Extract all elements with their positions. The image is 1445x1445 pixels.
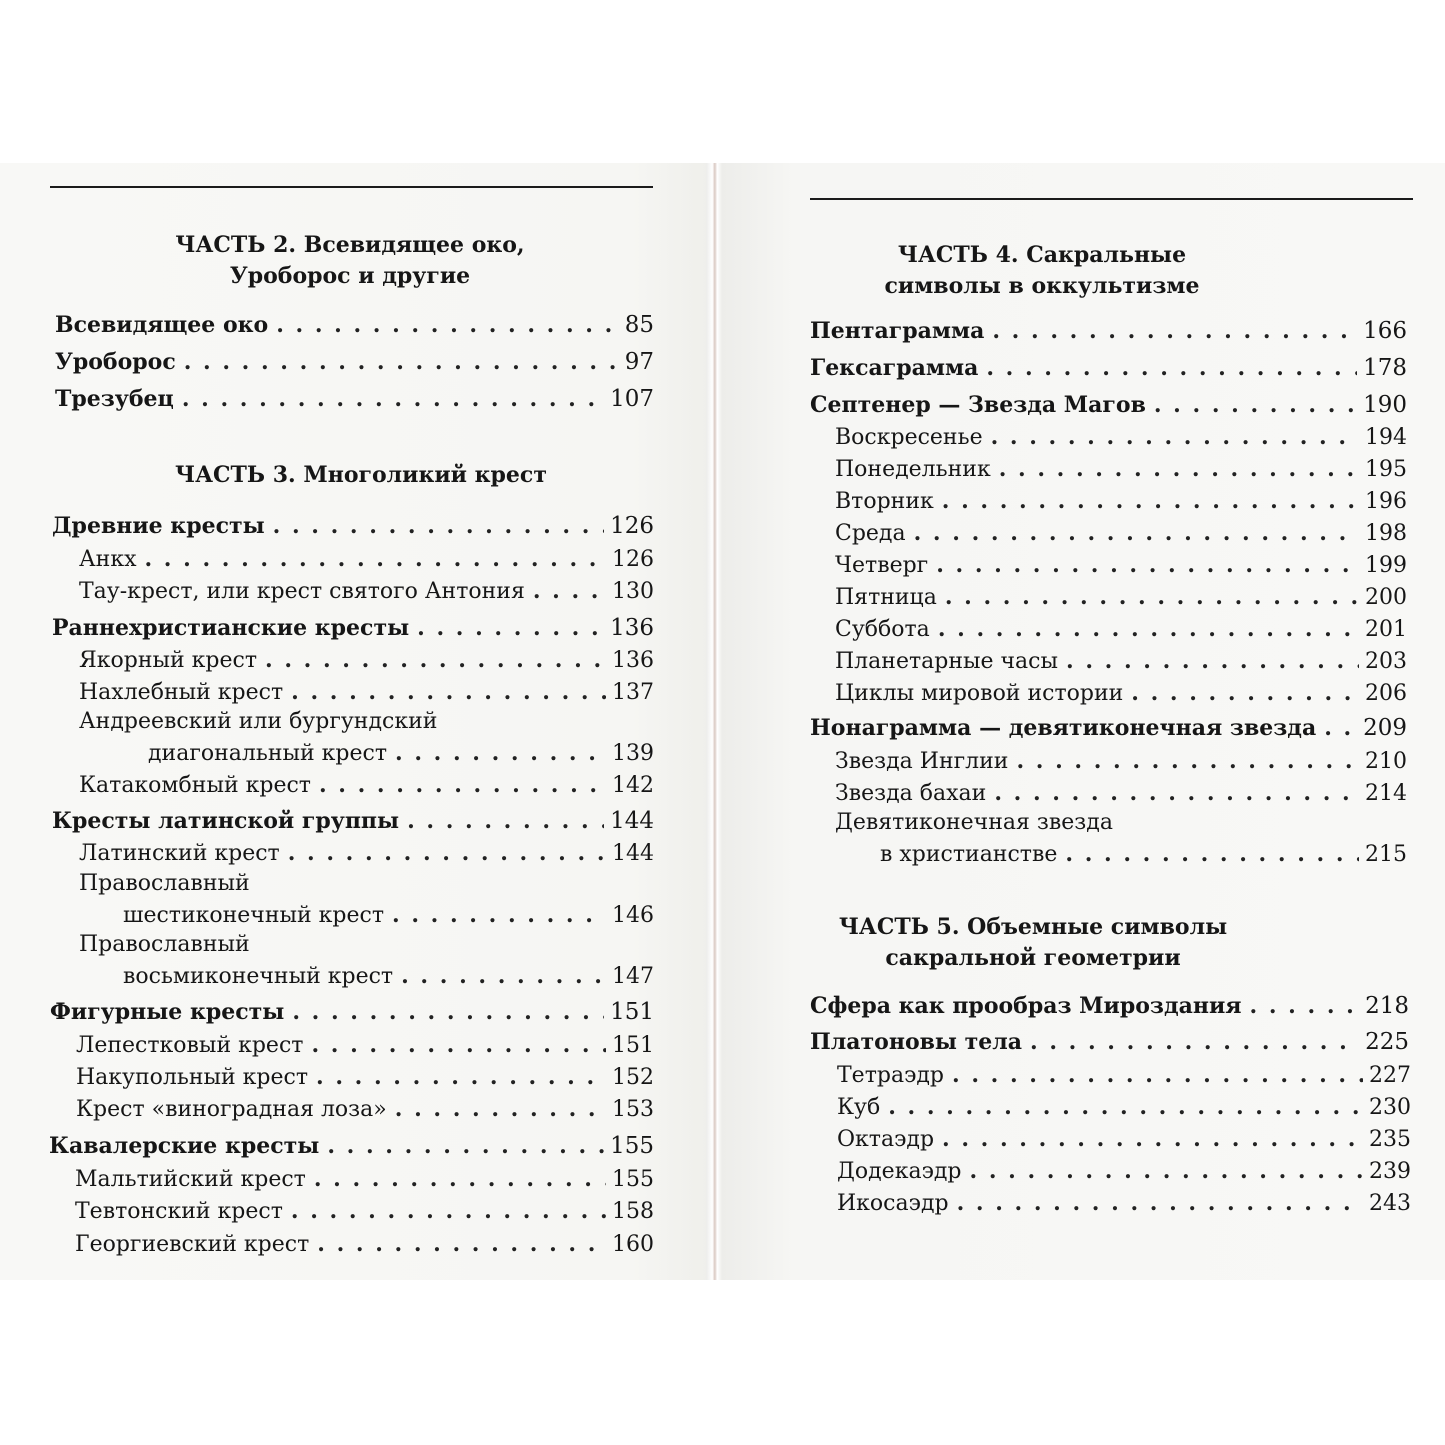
- leader-dots: [291, 1196, 606, 1226]
- leader-dots: [1154, 390, 1357, 420]
- toc-subentry: [75, 1229, 654, 1259]
- toc-entry-page: 227: [1369, 1063, 1411, 1088]
- toc-entry-label: Нонаграмма — девятиконечная звезда: [810, 715, 1317, 741]
- toc-entry-label: Анкх: [79, 547, 137, 572]
- leader-dots: [317, 1229, 606, 1259]
- toc-entry-page: 199: [1365, 553, 1407, 578]
- toc-entry-label: Трезубец: [55, 386, 174, 412]
- toc-entry-page: 210: [1365, 749, 1407, 774]
- toc-subentry: [837, 1188, 1411, 1218]
- toc-subentry: [837, 1156, 1411, 1186]
- toc-entry-label-line-1: Православный: [79, 871, 250, 896]
- toc-entry-label: Всевидящее око: [55, 312, 269, 338]
- leader-dots: [184, 347, 619, 377]
- toc-entry-label: Четверг: [835, 553, 929, 578]
- toc-entry-label: в христианстве: [880, 842, 1058, 867]
- part-2-title-line-1: ЧАСТЬ 2. Всевидящее око,: [175, 232, 525, 258]
- top-rule: [50, 186, 653, 188]
- toc-subentry: [835, 518, 1407, 548]
- toc-entry-label: Латинский крест: [79, 841, 280, 866]
- leader-dots: [314, 1164, 606, 1194]
- leader-dots: [942, 1124, 1363, 1154]
- toc-entry-label: Уроборос: [55, 349, 176, 375]
- toc-entry: [49, 1131, 654, 1161]
- toc-entry-page: 144: [612, 841, 654, 866]
- toc-entry-page: 206: [1365, 681, 1407, 706]
- toc-entry-page: 144: [610, 808, 654, 834]
- toc-entry-label: Кавалерские кресты: [49, 1133, 320, 1159]
- leader-dots: [1065, 839, 1359, 869]
- toc-entry-label: Понедельник: [835, 457, 991, 482]
- leader-dots: [936, 550, 1359, 580]
- toc-entry: [810, 353, 1407, 383]
- toc-entry-page: 190: [1363, 392, 1407, 418]
- toc-subentry: [75, 1164, 654, 1194]
- toc-entry-page: 130: [612, 579, 654, 604]
- toc-entry: [52, 613, 654, 643]
- toc-entry-label: Пентаграмма: [810, 318, 985, 344]
- leader-dots: [392, 900, 606, 930]
- toc-entry-page: 243: [1369, 1191, 1411, 1216]
- toc-entry-page: 230: [1369, 1095, 1411, 1120]
- leader-dots: [945, 582, 1359, 612]
- toc-entry-page: 158: [612, 1199, 654, 1224]
- toc-subentry: [837, 1092, 1411, 1122]
- toc-entry-label: Лепестковый крест: [76, 1033, 304, 1058]
- toc-subentry: [76, 1030, 654, 1060]
- toc-entry-label: Звезда Инглии: [835, 749, 1009, 774]
- toc-subentry: [76, 1062, 654, 1092]
- toc-entry-page: 155: [610, 1133, 654, 1159]
- toc-entry-label: Тетраэдр: [837, 1063, 945, 1088]
- toc-subentry: [835, 486, 1407, 516]
- toc-entry-label: Звезда бахаи: [835, 781, 987, 806]
- leader-dots: [991, 422, 1359, 452]
- part-4-title: [722, 240, 1362, 302]
- toc-subentry: [79, 677, 654, 707]
- toc-entry-page: 201: [1365, 617, 1407, 642]
- right-page: [722, 163, 1445, 1280]
- toc-entry-page: 153: [612, 1097, 654, 1122]
- top-rule: [810, 198, 1413, 200]
- toc-entry-page: 200: [1365, 585, 1407, 610]
- toc-entry-page: 235: [1369, 1127, 1411, 1152]
- toc-entry-label: Крест «виноградная лоза»: [76, 1097, 387, 1122]
- leader-dots: [316, 1062, 606, 1092]
- leader-dots: [1250, 991, 1360, 1021]
- leader-dots: [292, 997, 604, 1027]
- toc-entry-label: Тау-крест, или крест святого Антония: [79, 579, 525, 604]
- toc-entry-label: Раннехристианские кресты: [52, 615, 410, 641]
- toc-entry-label: диагональный крест: [148, 741, 388, 766]
- toc-entry-label: Мальтийский крест: [75, 1167, 306, 1192]
- part-3-title-line-1: ЧАСТЬ 3. Многоликий крест: [175, 462, 547, 488]
- toc-entry-page: 151: [610, 999, 654, 1025]
- toc-subentry: [79, 770, 654, 800]
- toc-entry: [810, 390, 1407, 420]
- toc-entry-page: 137: [612, 680, 654, 705]
- toc-entry: [810, 713, 1407, 743]
- part-5-title-line-2: сакральной геометрии: [885, 945, 1181, 971]
- toc-entry-page: 196: [1365, 489, 1407, 514]
- toc-entry: [55, 347, 654, 377]
- toc-entry-page: 126: [610, 513, 654, 539]
- leader-dots: [407, 806, 604, 836]
- toc-entry-label-line-1: Андреевский или бургундский: [79, 709, 438, 734]
- toc-subentry: [835, 678, 1407, 708]
- toc-entry-label: Кресты латинской группы: [52, 808, 400, 834]
- leader-dots: [994, 778, 1359, 808]
- toc-entry-page: 142: [612, 773, 654, 798]
- leader-dots: [957, 1188, 1363, 1218]
- toc-entry-page: 209: [1363, 715, 1407, 741]
- leader-dots: [914, 518, 1359, 548]
- toc-subentry: [835, 646, 1407, 676]
- toc-entry-page: 136: [612, 648, 654, 673]
- toc-subentry: [835, 550, 1407, 580]
- toc-entry-label: Пятница: [835, 585, 937, 610]
- leader-dots: [986, 353, 1357, 383]
- toc-entry-page: 225: [1365, 1029, 1409, 1055]
- book-gutter: [706, 163, 722, 1280]
- toc-entry-label: Планетарные часы: [835, 649, 1059, 674]
- leader-dots: [401, 961, 606, 991]
- leader-dots: [417, 613, 604, 643]
- toc-subentry: [835, 746, 1407, 776]
- toc-subentry: [76, 1094, 654, 1124]
- toc-entry-page: 166: [1363, 318, 1407, 344]
- leader-dots: [319, 770, 606, 800]
- toc-entry-label: Воскресенье: [835, 425, 983, 450]
- toc-entry-page: 218: [1365, 993, 1409, 1019]
- toc-entry: [52, 806, 654, 836]
- toc-subentry: [835, 810, 1407, 869]
- leader-dots: [533, 576, 606, 606]
- toc-entry-label: Нахлебный крест: [79, 680, 284, 705]
- leader-dots: [888, 1092, 1363, 1122]
- leader-dots: [144, 544, 606, 574]
- toc-entry-page: 198: [1365, 521, 1407, 546]
- leader-dots: [938, 614, 1359, 644]
- toc-entry-label: Суббота: [835, 617, 930, 642]
- leader-dots: [311, 1030, 606, 1060]
- toc-entry-label: Накупольный крест: [76, 1065, 309, 1090]
- toc-entry-page: 97: [624, 349, 654, 375]
- leader-dots: [395, 738, 606, 768]
- leader-dots: [942, 486, 1359, 516]
- book-spread: [0, 163, 1445, 1280]
- toc-entry-label: восьмиконечный крест: [123, 964, 394, 989]
- part-3-title: [0, 460, 722, 491]
- toc-entry-page: 214: [1365, 781, 1407, 806]
- toc-entry-label: Якорный крест: [79, 648, 258, 673]
- toc-entry-label: Куб: [837, 1095, 881, 1120]
- toc-entry-page: 147: [612, 964, 654, 989]
- toc-entry-page: 139: [612, 741, 654, 766]
- toc-entry-page: 215: [1365, 842, 1407, 867]
- leader-dots: [265, 645, 606, 675]
- leader-dots: [970, 1156, 1363, 1186]
- toc-subentry: [79, 576, 654, 606]
- part-5-title: [722, 912, 1344, 974]
- toc-entry-page: 155: [612, 1167, 654, 1192]
- leader-dots: [1030, 1027, 1359, 1057]
- leader-dots: [1066, 646, 1359, 676]
- toc-entry-page: 136: [610, 615, 654, 641]
- leader-dots: [1131, 678, 1359, 708]
- toc-entry-label: Септенер — Звезда Магов: [810, 392, 1146, 418]
- toc-entry-label: Фигурные кресты: [50, 999, 285, 1025]
- toc-entry-label-line-1: Православный: [79, 932, 250, 957]
- toc-entry-page: 195: [1365, 457, 1407, 482]
- toc-entry-label: Гексаграмма: [810, 355, 979, 381]
- leader-dots: [999, 454, 1359, 484]
- toc-entry: [810, 991, 1409, 1021]
- toc-entry-page: 146: [612, 903, 654, 928]
- toc-subentry: [75, 1196, 654, 1226]
- leader-dots: [952, 1060, 1363, 1090]
- toc-entry: [55, 310, 654, 340]
- toc-subentry: [79, 709, 654, 768]
- part-4-title-line-1: ЧАСТЬ 4. Сакральные: [897, 242, 1187, 268]
- toc-entry-page: 151: [612, 1033, 654, 1058]
- toc-subentry: [835, 582, 1407, 612]
- toc-entry-label: Тевтонский крест: [75, 1199, 283, 1224]
- part-4-title-line-2: символы в оккультизме: [884, 273, 1200, 299]
- toc-subentry: [79, 838, 654, 868]
- leader-dots: [276, 310, 619, 340]
- toc-subentry: [79, 932, 654, 991]
- toc-entry-label: шестиконечный крест: [123, 903, 385, 928]
- toc-entry-label: Икосаэдр: [837, 1191, 949, 1216]
- toc-entry-label: Циклы мировой истории: [835, 681, 1124, 706]
- leader-dots: [395, 1094, 606, 1124]
- toc-entry: [52, 511, 654, 541]
- part-2-title-line-2: Уроборос и другие: [229, 263, 471, 289]
- toc-entry-page: 85: [624, 312, 654, 338]
- leader-dots: [273, 511, 604, 541]
- leader-dots: [1016, 746, 1359, 776]
- toc-entry-label: Додекаэдр: [837, 1159, 962, 1184]
- toc-entry-page: 160: [612, 1232, 654, 1257]
- toc-subentry: [835, 454, 1407, 484]
- toc-subentry: [835, 422, 1407, 452]
- toc-entry-label: Платоновы тела: [810, 1029, 1023, 1055]
- leader-dots: [1324, 713, 1357, 743]
- toc-entry-label: Сфера как прообраз Мироздания: [810, 993, 1242, 1019]
- toc-entry-page: 126: [612, 547, 654, 572]
- leader-dots: [992, 316, 1357, 346]
- toc-subentry: [835, 614, 1407, 644]
- toc-entry-page: 239: [1369, 1159, 1411, 1184]
- toc-entry: [810, 316, 1407, 346]
- toc-entry-label: Георгиевский крест: [75, 1232, 310, 1257]
- toc-entry: [50, 997, 654, 1027]
- toc-subentry: [837, 1124, 1411, 1154]
- toc-entry-label: Вторник: [835, 489, 934, 514]
- toc-subentry: [79, 871, 654, 930]
- leader-dots: [327, 1131, 604, 1161]
- toc-entry: [810, 1027, 1409, 1057]
- toc-entry-page: 194: [1365, 425, 1407, 450]
- toc-entry-page: 152: [612, 1065, 654, 1090]
- toc-subentry: [79, 544, 654, 574]
- toc-entry: [55, 384, 654, 414]
- toc-subentry: [837, 1060, 1411, 1090]
- toc-entry-label: Древние кресты: [52, 513, 265, 539]
- leader-dots: [182, 384, 604, 414]
- part-5-title-line-1: ЧАСТЬ 5. Объемные символы: [838, 914, 1228, 940]
- toc-subentry: [79, 645, 654, 675]
- left-page: [0, 163, 718, 1280]
- toc-entry-page: 107: [610, 386, 654, 412]
- toc-subentry: [835, 778, 1407, 808]
- toc-entry-label: Октаэдр: [837, 1127, 935, 1152]
- leader-dots: [291, 677, 606, 707]
- part-2-title: [0, 230, 700, 292]
- toc-entry-label-line-1: Девятиконечная звезда: [835, 810, 1113, 835]
- toc-entry-label: Катакомбный крест: [79, 773, 311, 798]
- toc-entry-label: Среда: [835, 521, 906, 546]
- toc-entry-page: 203: [1365, 649, 1407, 674]
- leader-dots: [288, 838, 606, 868]
- toc-entry-page: 178: [1363, 355, 1407, 381]
